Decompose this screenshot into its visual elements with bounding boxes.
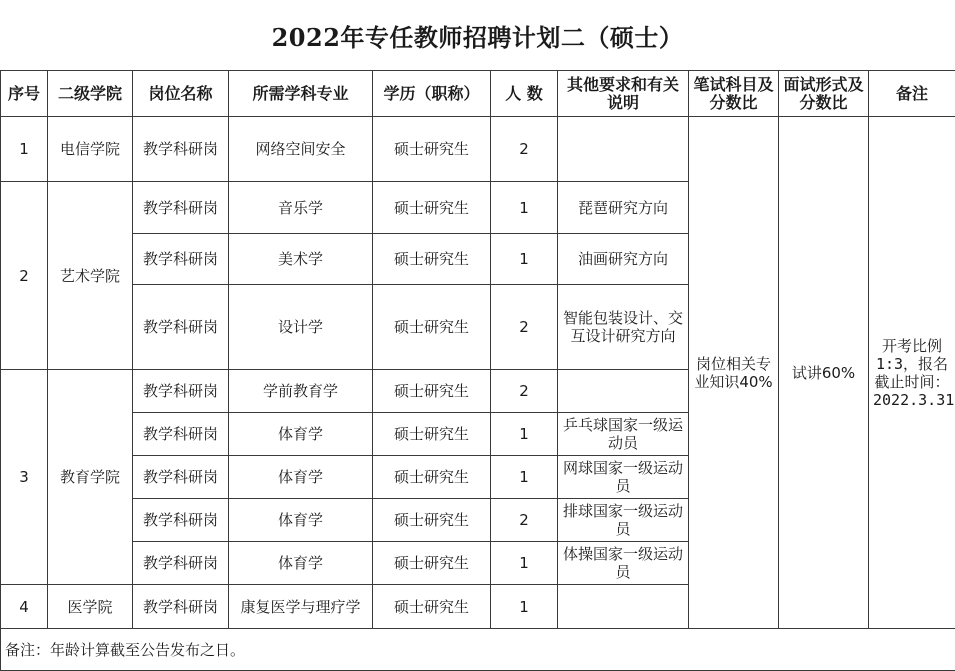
- education-cell: 硕士研究生: [373, 117, 491, 182]
- major-cell: 体育学: [229, 499, 373, 542]
- position-cell: 教学科研岗: [133, 413, 229, 456]
- seq-cell: 1: [1, 117, 48, 182]
- education-cell: 硕士研究生: [373, 370, 491, 413]
- header-seq: 序号: [1, 71, 48, 117]
- remarks-cell: 开考比例1:3，报名截止时间：2022.3.31: [869, 117, 955, 629]
- recruitment-table: [0, 70, 955, 671]
- college-cell: 艺术学院: [48, 182, 133, 370]
- major-cell: 美术学: [229, 234, 373, 285]
- header-interview: 面试形式及分数比: [779, 71, 869, 117]
- interview-cell: 试讲60%: [779, 117, 869, 629]
- header-written: 笔试科目及分数比: [689, 71, 779, 117]
- header-major: 所需学科专业: [229, 71, 373, 117]
- header-education: 学历（职称）: [373, 71, 491, 117]
- position-cell: 教学科研岗: [133, 542, 229, 585]
- seq-cell: 3: [1, 370, 48, 585]
- other-cell: [558, 585, 689, 629]
- count-cell: 2: [491, 117, 558, 182]
- count-cell: 1: [491, 234, 558, 285]
- major-cell: 设计学: [229, 285, 373, 370]
- major-cell: 体育学: [229, 413, 373, 456]
- header-other: 其他要求和有关说明: [558, 71, 689, 117]
- education-cell: 硕士研究生: [373, 285, 491, 370]
- other-cell: 网球国家一级运动员: [558, 456, 689, 499]
- header-count: 人 数: [491, 71, 558, 117]
- major-cell: 体育学: [229, 542, 373, 585]
- education-cell: 硕士研究生: [373, 585, 491, 629]
- other-cell: 智能包装设计、交互设计研究方向: [558, 285, 689, 370]
- seq-cell: 4: [1, 585, 48, 629]
- table-row: [1, 117, 955, 182]
- position-cell: 教学科研岗: [133, 456, 229, 499]
- written-exam-cell: 岗位相关专业知识40%: [689, 117, 779, 629]
- education-cell: 硕士研究生: [373, 182, 491, 234]
- major-cell: 康复医学与理疗学: [229, 585, 373, 629]
- other-cell: 体操国家一级运动员: [558, 542, 689, 585]
- major-cell: 体育学: [229, 456, 373, 499]
- header-row: [1, 71, 955, 117]
- major-cell: 学前教育学: [229, 370, 373, 413]
- count-cell: 2: [491, 499, 558, 542]
- major-cell: 音乐学: [229, 182, 373, 234]
- other-cell: [558, 370, 689, 413]
- count-cell: 1: [491, 585, 558, 629]
- position-cell: 教学科研岗: [133, 182, 229, 234]
- position-cell: 教学科研岗: [133, 585, 229, 629]
- college-cell: 教育学院: [48, 370, 133, 585]
- education-cell: 硕士研究生: [373, 499, 491, 542]
- education-cell: 硕士研究生: [373, 413, 491, 456]
- position-cell: 教学科研岗: [133, 234, 229, 285]
- header-position: 岗位名称: [133, 71, 229, 117]
- other-cell: 油画研究方向: [558, 234, 689, 285]
- major-cell: 网络空间安全: [229, 117, 373, 182]
- other-cell: [558, 117, 689, 182]
- education-cell: 硕士研究生: [373, 456, 491, 499]
- position-cell: 教学科研岗: [133, 499, 229, 542]
- footnote-row: [1, 629, 955, 671]
- education-cell: 硕士研究生: [373, 234, 491, 285]
- count-cell: 2: [491, 370, 558, 413]
- page-title: 2022年专任教师招聘计划二（硕士）: [0, 0, 955, 70]
- other-cell: 排球国家一级运动员: [558, 499, 689, 542]
- count-cell: 1: [491, 456, 558, 499]
- other-cell: 琵琶研究方向: [558, 182, 689, 234]
- college-cell: 电信学院: [48, 117, 133, 182]
- header-remarks: 备注: [869, 71, 955, 117]
- count-cell: 1: [491, 413, 558, 456]
- college-cell: 医学院: [48, 585, 133, 629]
- position-cell: 教学科研岗: [133, 285, 229, 370]
- position-cell: 教学科研岗: [133, 370, 229, 413]
- header-college: 二级学院: [48, 71, 133, 117]
- count-cell: 1: [491, 182, 558, 234]
- seq-cell: 2: [1, 182, 48, 370]
- position-cell: 教学科研岗: [133, 117, 229, 182]
- other-cell: 乒乓球国家一级运动员: [558, 413, 689, 456]
- footnote: 备注：年龄计算截至公告发布之日。: [1, 629, 955, 671]
- count-cell: 2: [491, 285, 558, 370]
- count-cell: 1: [491, 542, 558, 585]
- education-cell: 硕士研究生: [373, 542, 491, 585]
